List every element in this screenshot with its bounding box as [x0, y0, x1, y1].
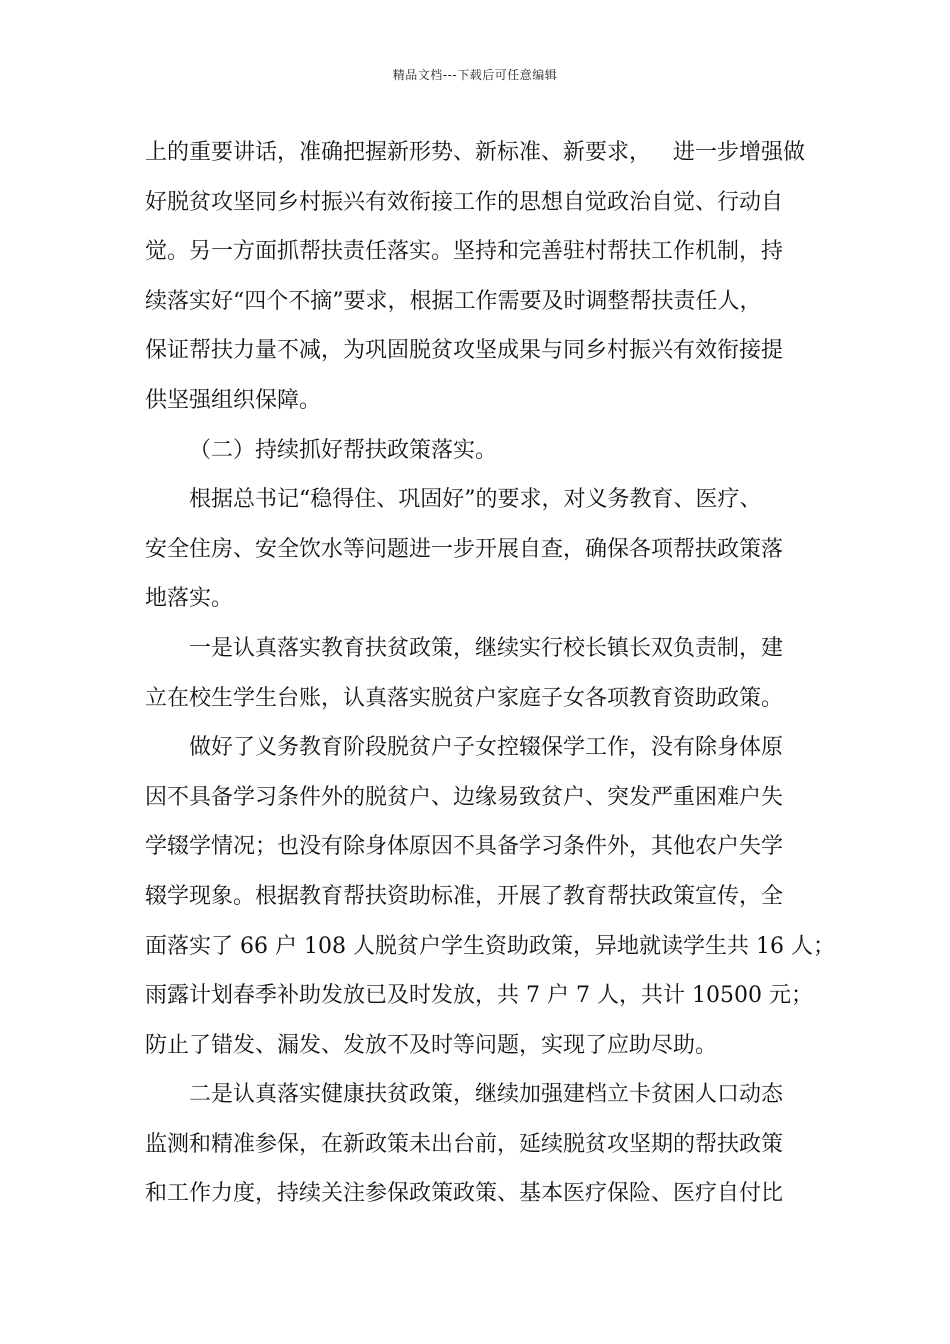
text-line: 面落实了 66 户 108 人脱贫户学生资助政策，异地就读学生共 16 人；: [145, 933, 835, 959]
text-line: 防止了错发、漏发、发放不及时等问题，实现了应助尽助。: [145, 1032, 718, 1058]
text-line: 一是认真落实教育扶贫政策，继续实行校长镇长双负责制，建: [189, 635, 784, 661]
text-line: 做好了义务教育阶段脱贫户子女控辍保学工作，没有除身体原: [189, 735, 784, 761]
text-line: 辍学现象。根据教育帮扶资助标准，开展了教育帮扶政策宣传，全: [145, 883, 784, 909]
text-line: [145, 128, 813, 178]
text-line: 二是认真落实健康扶贫政策，继续加强建档立卡贫困人口动态: [189, 1082, 784, 1108]
section-heading: （二）持续抓好帮扶政策落实。: [189, 437, 498, 463]
text-line: 供坚强组织保障。: [145, 387, 322, 413]
text-segment: 进一步增强做: [673, 140, 806, 165]
text-line: 保证帮扶力量不减，为巩固脱贫攻坚成果与同乡村振兴有效衔接提: [145, 338, 784, 364]
text-line: 续落实好“四个不摘”要求，根据工作需要及时调整帮扶责任人，: [145, 288, 762, 314]
text-line: 和工作力度，持续关注参保政策政策、基本医疗保险、医疗自付比: [145, 1181, 784, 1207]
text-line: 根据总书记“稳得住、巩固好”的要求，对义务教育、医疗、: [189, 487, 762, 513]
text-line: 觉。另一方面抓帮扶责任落实。坚持和完善驻村帮扶工作机制，持: [145, 239, 784, 265]
text-line: 地落实。: [145, 586, 234, 612]
text-line: 雨露计划春季补助发放已及时发放，共 7 户 7 人，共计 10500 元；: [145, 983, 813, 1009]
text-line: 安全住房、安全饮水等问题进一步开展自查，确保各项帮扶政策落: [145, 536, 784, 562]
text-line: 因不具备学习条件外的脱贫户、边缘易致贫户、突发严重困难户失: [145, 784, 784, 810]
text-line: 立在校生学生台账，认真落实脱贫户家庭子女各项教育资助政策。: [145, 685, 784, 711]
text-line: 监测和精准参保，在新政策未出台前，延续脱贫攻坚期的帮扶政策: [145, 1131, 784, 1157]
document-body: [145, 128, 835, 1219]
text-line: 学辍学情况；也没有除身体原因不具备学习条件外，其他农户失学: [145, 834, 784, 860]
page-header: 精品文档---下载后可任意编辑: [392, 68, 558, 82]
text-line: 好脱贫攻坚同乡村振兴有效衔接工作的思想自觉政治自觉、行动自: [145, 189, 784, 215]
text-segment: 上的重要讲话，准确把握新形势、新标准、新要求，: [145, 140, 652, 165]
